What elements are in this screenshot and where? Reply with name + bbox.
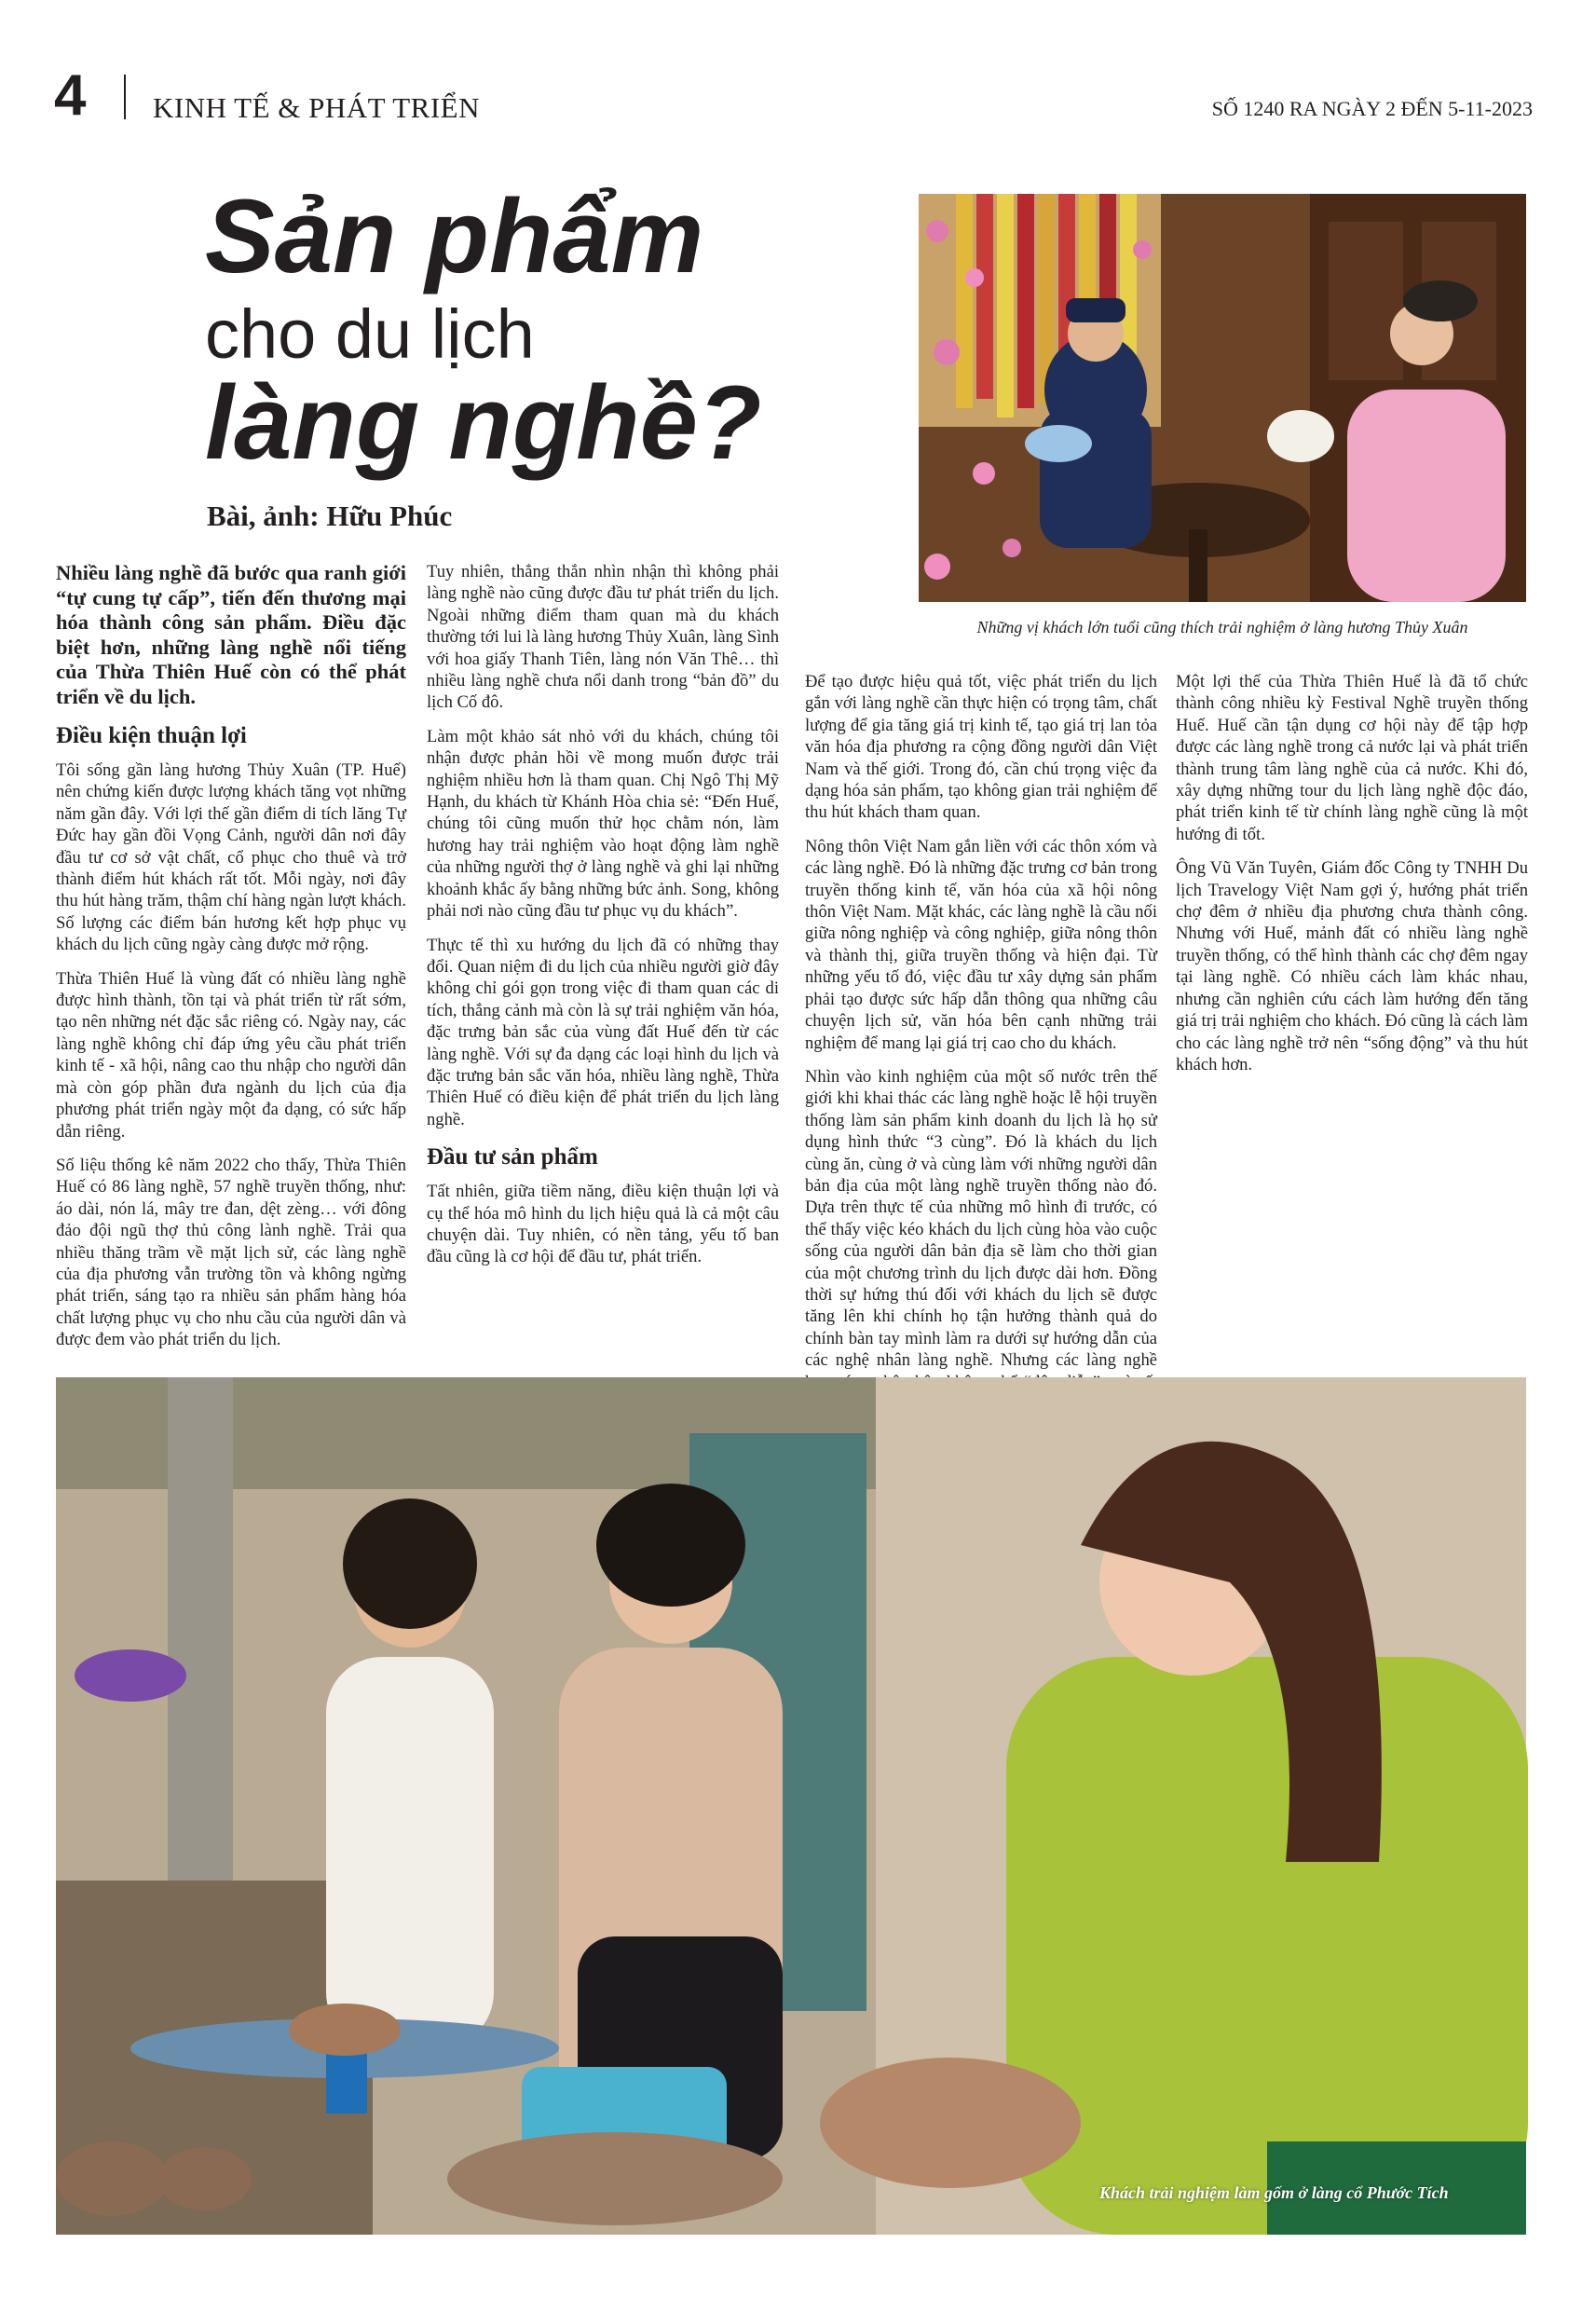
article-paragraph: Số liệu thống kê năm 2022 cho thấy, Thừa Thiên Huế có 86 làng nghề, 57 nghề truyền thống, như: áo dài, nón lá, mây tre đan, dệt zèng… với đông đảo đội ngũ thợ thủ công lành nghề. Trải qua nhiều thăng trầm về mặt lịch sử, các làng nghề của địa phương vẫn trường tồn và không ngừng phát triển, sáng tạo ra nhiều sản phẩm hàng hóa chất lượng phục vụ cho nhu cầu của người dân và được đem vào phát triển du lịch. [56,1155,406,1350]
photo-caption-bottom: Khách trải nghiệm làm gốm ở làng cổ Phước Tích [1099,2183,1449,2202]
incense-village-photo-illustration [919,194,1526,602]
article-paragraph: Một lợi thế của Thừa Thiên Huế là đã tổ chức thành công nhiều kỳ Festival Nghề truyền thống Huế. Huế cần tận dụng cơ hội này để tập hợp được các làng nghề trong cả nước lại và phát triển thành trung tâm làng nghề của cả nước. Khi đó, xây dựng những tour du lịch làng nghề độc đáo, phát triển kinh tế từ chính làng nghề cũng là một hướng đi tốt. [1176,672,1528,844]
article-paragraph: Tất nhiên, giữa tiềm năng, điều kiện thuận lợi và cụ thể hóa mô hình du lịch hiệu quả là cả một câu chuyện dài. Tuy nhiên, có nền tảng, yếu tố ban đầu cũng là cơ hội để đầu tư, phát triển. [427,1182,779,1267]
headline-line-2: cho du lịch [205,295,535,373]
section-title: KINH TẾ & PHÁT TRIỂN [153,91,480,124]
article-paragraph: Tôi sống gần làng hương Thủy Xuân (TP. Huế) nên chứng kiến được lượng khách tăng vọt những năm gần đây. Với lợi thế gần điểm di tích lăng Tự Đức hay gần đồi Vọng Cảnh, người dân nơi đây đầu tư cơ sở vật chất, cổ phục cho thuê và trở thành điểm hút khách rất tốt. Mỗi ngày, nơi đây thu hút hàng trăm, thậm chí hàng ngàn lượt khách. Số lượng các điểm bán hương kết hợp phục vụ khách du lịch cũng ngày càng được mở rộng. [56,760,406,955]
article-column-2 [427,561,779,1374]
section-heading: Điều kiện thuận lợi [56,723,247,748]
pottery-village-photo-illustration [56,1377,1526,2235]
headline-line-3: làng nghề? [205,364,762,481]
article-paragraph: Để tạo được hiệu quả tốt, việc phát triển du lịch gắn với làng nghề cần thực hiện có trọng tâm, chất lượng để gia tăng giá trị kinh tế, tạo giá trị lan tỏa văn hóa địa phương ra cộng đồng người dân Việt Nam và thế giới. Trong đó, cần chú trọng việc đa dạng hóa sản phẩm, tạo không gian trải nghiệm để thu hút khách tham quan. [805,672,1157,823]
article-column-4 [1176,671,1528,1375]
article-lead: Nhiều làng nghề đã bước qua ranh giới “tự cung tự cấp”, tiến đến thương mại hóa thành công sản phẩm. Điều đặc biệt hơn, những làng nghề nổi tiếng của Thừa Thiên Huế còn có thể phát triển về du lịch. [56,561,406,708]
article-paragraph: Ông Vũ Văn Tuyên, Giám đốc Công ty TNHH Du lịch Travelogy Việt Nam gợi ý, hướng phát triển chợ đêm ở nhiều địa phương chưa thành công. Nhưng với Huế, mảnh đất có nhiều làng nghề truyền thống, có thể hình thành các chợ đêm ngay tại làng nghề. Có nhiều cách làm khác nhau, nhưng cần nghiên cứu cách làm hướng đến tăng giá trị trải nghiệm cho khách. Đó cũng là cách làm cho các làng nghề trở nên “sống động” và thu hút khách hơn. [1176,858,1528,1074]
article-paragraph: Thực tế thì xu hướng du lịch đã có những thay đổi. Quan niệm đi du lịch của nhiều người giờ đây không chỉ gói gọn trong việc đi tham quan các di tích, thắng cảnh mà còn là sự trải nghiệm văn hóa, đặc trưng bản sắc của vùng đất Huế đến từ các làng nghề. Với sự đa dạng các loại hình du lịch và đặc trưng bản sắc văn hóa, nhiều làng nghề, Thừa Thiên Huế có điều kiện để phát triển du lịch làng nghề. [427,935,779,1129]
article-paragraph: Thừa Thiên Huế là vùng đất có nhiều làng nghề được hình thành, tồn tại và phát triển từ rất sớm, tạo nên những nét đặc sắc riêng có. Ngày nay, các làng nghề không chỉ đáp ứng yêu cầu phát triển kinh tế - xã hội, nâng cao thu nhập cho người dân mà còn góp phần đưa ngành du lịch của địa phương phát triển ngày một đa dạng, có sức hấp dẫn riêng. [56,968,406,1142]
article-paragraph: Tuy nhiên, thẳng thắn nhìn nhận thì không phải làng nghề nào cũng được đầu tư phát triển du lịch. Ngoài những điểm tham quan mà du khách thường tới lui là làng hương Thủy Xuân, làng Sình với hoa giấy Thanh Tiên, làng nón Văn Thê… thì nhiều làng nghề chưa nổi danh trong “bản đồ” du lịch Cố đô. [427,562,779,713]
byline: Bài, ảnh: Hữu Phúc [207,499,453,532]
photo-caption-top: Những vị khách lớn tuổi cũng thích trải nghiệm ở làng hương Thủy Xuân [976,618,1468,636]
header-divider [124,75,126,119]
article-paragraph: Làm một khảo sát nhỏ với du khách, chúng tôi nhận được phản hồi về mong muốn được trải nghiệm nhiều hơn là tham quan. Chị Ngô Thị Mỹ Hạnh, du khách từ Khánh Hòa chia sẻ: “Đến Huế, chúng tôi cũng muốn thử học chằm nón, làm hương hay trải nghiệm vào hoạt động làm nghề của những người thợ ở làng nghề và ghi lại những khoảnh khắc ấy bằng những bức ảnh. Song, không phải nơi nào cũng đầu tư phục vụ du khách”. [427,726,779,922]
page-number: 4 [54,63,87,128]
article-paragraph: Nhìn vào kinh nghiệm của một số nước trên thế giới khi khai thác các làng nghề hoặc lễ hội truyền thống làm sản phẩm kinh doanh du lịch là họ sử dụng hình thức “3 cùng”. Đó là khách du lịch cùng ăn, cùng ở và cùng làm với những người dân bản địa của một làng nghề truyền thống nào đó. Dựa trên thực tế của những mô hình đi trước, có thể thấy việc kéo khách du lịch cùng hòa vào cuộc sống của người dân bản địa sẽ làm cho thời gian của một chương trình du lịch được dài hơn. Đồng thời sự hứng thú đối với khách du lịch sẽ được tăng lên khi chính họ tận hưởng thành quả do chính bàn tay mình làm ra dưới sự hướng dẫn của các nghệ nhân làng nghề. Nhưng các làng nghề [805,1066,1157,1371]
article-column-3 [805,671,1157,1375]
incense-village-photo [919,194,1526,602]
pottery-village-photo [56,1377,1526,2235]
issue-info: SỐ 1240 RA NGÀY 2 ĐẾN 5-11-2023 [1211,97,1533,120]
article-paragraph: Nông thôn Việt Nam gắn liền với các thôn xóm và các làng nghề. Đó là những đặc trưng cơ bản trong truyền thống kinh tế, văn hóa của xã hội nông thôn Việt Nam. Mặt khác, các làng nghề là cầu nối giữa nông nghiệp và công nghiệp, giữa nông thôn và thành thị, giữa truyền thống và hiện đại. Từ những yếu tố đó, việc đầu tư xây dựng sản phẩm phải tạo được sức hấp dẫn thông qua những câu chuyện lịch sử, văn hóa bên cạnh những trải nghiệm để mang lại giá trị cao cho du khách. [805,836,1157,1053]
section-heading: Đầu tư sản phẩm [427,1144,598,1170]
headline-line-1: Sản phẩm [205,178,704,294]
article-column-1 [56,561,406,1374]
